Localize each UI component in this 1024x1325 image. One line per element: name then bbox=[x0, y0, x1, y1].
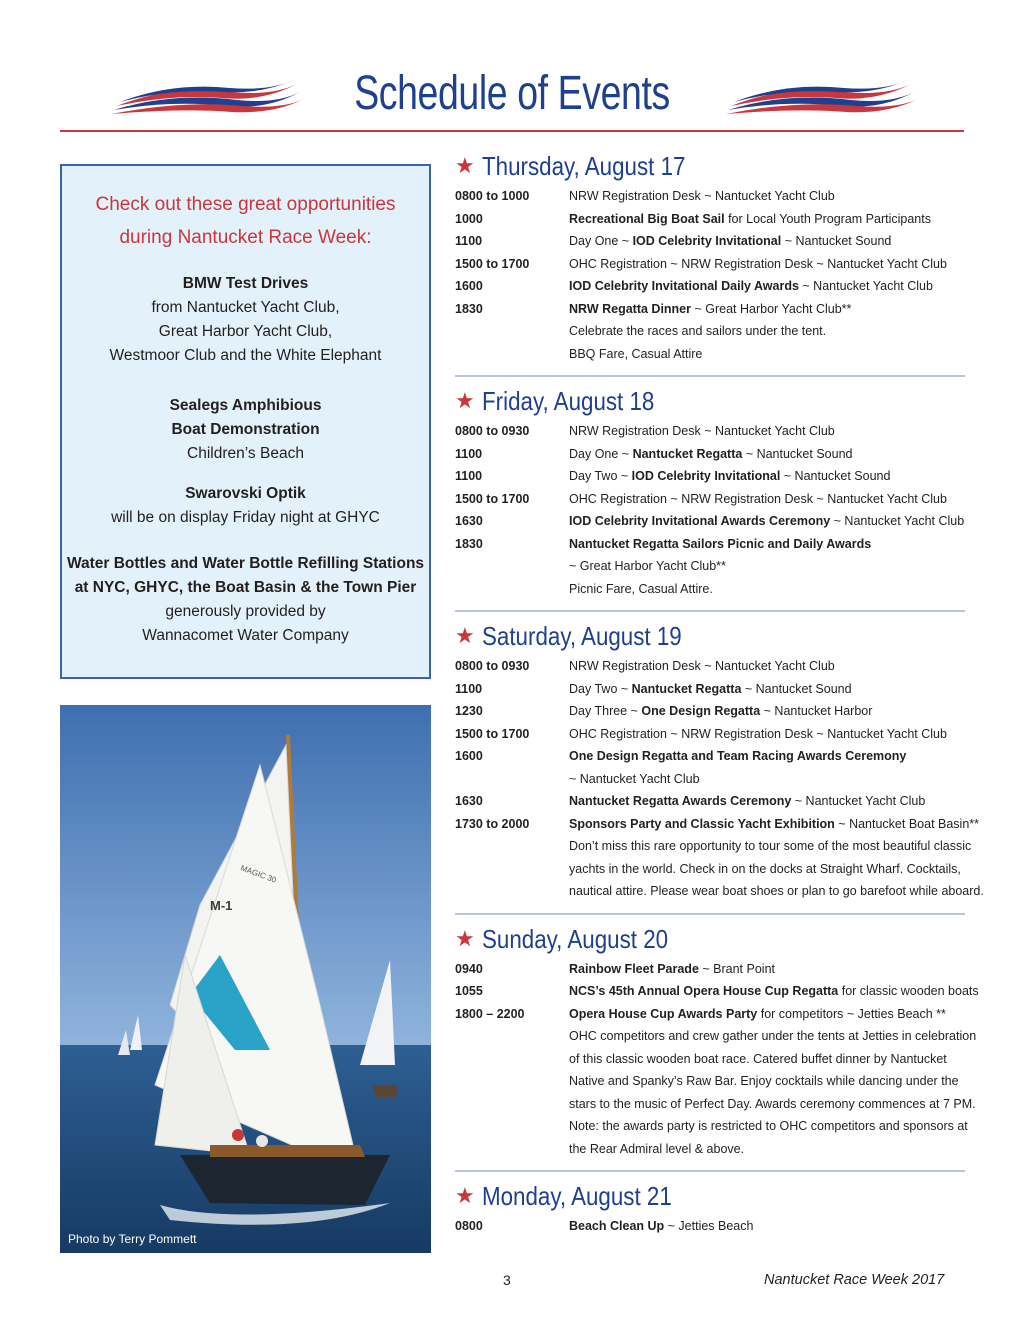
event-name: IOD Celebrity Invitational Awards Ceremony bbox=[569, 514, 831, 528]
day-heading bbox=[455, 620, 965, 652]
event-detail: ~ Nantucket Sound bbox=[781, 234, 892, 248]
event-name: Nantucket Regatta bbox=[632, 446, 743, 461]
event-detail: Day Two ~ bbox=[569, 469, 632, 483]
event-time: 1630 bbox=[455, 514, 483, 528]
event-time bbox=[455, 1093, 569, 1116]
event-time bbox=[455, 768, 569, 791]
sealegs-title: Sealegs Amphibious bbox=[169, 397, 322, 414]
event-detail: Native and Spanky’s Raw Bar. Enjoy cocktails while dancing under the bbox=[569, 1074, 959, 1088]
event-description bbox=[569, 465, 965, 488]
event-row bbox=[455, 510, 965, 533]
event-detail: NRW Registration Desk ~ Nantucket Yacht Club bbox=[569, 189, 835, 203]
event-description bbox=[569, 443, 965, 466]
event-detail: stars to the music of Perfect Day. Awards ceremony commences at 7 PM. bbox=[569, 1096, 976, 1111]
event-row bbox=[455, 230, 965, 253]
event-detail: OHC Registration ~ NRW Registration Desk ~ Nantucket Yacht Club bbox=[569, 491, 947, 506]
swarovski-title: Swarovski Optik bbox=[185, 485, 306, 502]
day-heading bbox=[455, 385, 965, 417]
event-name: Nantucket Regatta Sailors Picnic and Daily Awards bbox=[569, 536, 872, 551]
wave-flag-right-icon bbox=[726, 76, 916, 116]
event-time: 1100 bbox=[455, 681, 483, 696]
water-title: Water Bottles and Water Bottle Refilling Stations bbox=[66, 555, 425, 572]
event-description bbox=[569, 958, 965, 981]
event-detail: ~ Nantucket Harbor bbox=[760, 704, 873, 718]
event-detail: OHC competitors and crew gather under the tents at Jetties in celebration bbox=[569, 1029, 977, 1043]
photo-credit: Photo by Terry Pommett bbox=[68, 1232, 197, 1246]
day-title: Thursday, August 17 bbox=[482, 151, 686, 181]
event-time: 1730 to 2000 bbox=[455, 816, 530, 831]
event-row bbox=[455, 768, 965, 791]
event-description bbox=[569, 208, 965, 231]
event-time: 1100 bbox=[455, 234, 483, 248]
event-description bbox=[569, 1115, 968, 1138]
day-divider bbox=[455, 913, 965, 915]
event-time bbox=[455, 1025, 569, 1048]
swarovski-block bbox=[62, 482, 429, 530]
event-row bbox=[455, 320, 965, 343]
event-row bbox=[455, 700, 965, 723]
event-row bbox=[455, 275, 965, 298]
event-description bbox=[569, 1138, 965, 1161]
event-description bbox=[569, 320, 965, 343]
promo-heading-line2: during Nantucket Race Week: bbox=[119, 227, 372, 248]
event-row bbox=[455, 723, 965, 746]
event-name: One Design Regatta bbox=[641, 704, 761, 718]
event-name: Nantucket Regatta Awards Ceremony bbox=[569, 794, 792, 808]
water-line: generously provided by bbox=[165, 603, 326, 620]
event-detail: OHC Registration ~ NRW Registration Desk ~ Nantucket Yacht Club bbox=[569, 256, 947, 271]
event-time: 0800 to 0930 bbox=[455, 424, 530, 438]
star-icon: ★ bbox=[455, 153, 475, 178]
event-description bbox=[569, 655, 965, 678]
event-time: 1230 bbox=[455, 704, 483, 718]
event-description bbox=[569, 1003, 965, 1026]
star-icon: ★ bbox=[455, 1183, 475, 1208]
event-time: 1830 bbox=[455, 536, 483, 551]
day-title: Monday, August 21 bbox=[482, 1181, 672, 1211]
event-description bbox=[569, 1093, 976, 1116]
event-row bbox=[455, 1138, 965, 1161]
event-time bbox=[455, 1070, 569, 1093]
event-time: 1500 to 1700 bbox=[455, 726, 530, 741]
event-detail: nautical attire. Please wear boat shoes or plan to go barefoot while aboard. bbox=[569, 884, 984, 898]
event-detail: Picnic Fare, Casual Attire. bbox=[569, 581, 713, 596]
event-detail: ~ Great Harbor Yacht Club** bbox=[569, 559, 726, 573]
event-detail: the Rear Admiral level & above. bbox=[569, 1141, 745, 1156]
bmw-block bbox=[62, 272, 429, 368]
event-detail: yachts in the world. Check in on the docks at Straight Wharf. Cocktails, bbox=[569, 861, 961, 876]
event-row bbox=[455, 980, 979, 1003]
day-title: Sunday, August 20 bbox=[482, 923, 669, 954]
event-row bbox=[455, 443, 965, 466]
event-row bbox=[455, 678, 965, 701]
event-description bbox=[569, 858, 965, 881]
event-description bbox=[569, 510, 965, 533]
event-detail: NRW Registration Desk ~ Nantucket Yacht Club bbox=[569, 424, 835, 438]
event-time: 1100 bbox=[455, 469, 483, 483]
event-row bbox=[455, 533, 965, 556]
sailboat-photo bbox=[60, 705, 431, 1253]
star-icon: ★ bbox=[455, 925, 475, 951]
event-detail: ~ Great Harbor Yacht Club** bbox=[691, 301, 852, 316]
event-row bbox=[455, 745, 965, 768]
event-time bbox=[455, 578, 569, 601]
event-description bbox=[569, 533, 965, 556]
event-time: 0800 to 1000 bbox=[455, 189, 530, 203]
star-icon: ★ bbox=[455, 388, 475, 413]
event-description bbox=[569, 813, 979, 836]
event-detail: for classic wooden boats bbox=[838, 984, 979, 998]
bmw-title: BMW Test Drives bbox=[182, 275, 309, 292]
event-detail: ~ Jetties Beach bbox=[664, 1219, 754, 1233]
event-description bbox=[569, 723, 965, 746]
day-heading bbox=[455, 150, 965, 182]
event-detail: ~ Nantucket Sound bbox=[780, 469, 891, 483]
day-title: Friday, August 18 bbox=[482, 386, 655, 416]
event-detail: Day Three ~ bbox=[569, 704, 642, 718]
event-row bbox=[455, 813, 980, 836]
event-time: 1100 bbox=[455, 446, 483, 461]
event-description bbox=[569, 555, 965, 578]
event-description bbox=[569, 298, 965, 321]
event-detail: for competitors ~ Jetties Beach ** bbox=[757, 1006, 946, 1021]
event-description bbox=[569, 420, 965, 443]
event-list bbox=[455, 420, 965, 600]
event-time: 0800 to 0930 bbox=[455, 659, 530, 673]
event-description bbox=[569, 1070, 965, 1093]
event-time bbox=[455, 835, 569, 858]
page-number: 3 bbox=[503, 1272, 511, 1288]
event-list bbox=[455, 958, 979, 1161]
event-description bbox=[569, 745, 965, 768]
event-description bbox=[569, 768, 965, 791]
event-row bbox=[455, 790, 965, 813]
event-description bbox=[569, 1048, 965, 1071]
event-name: Beach Clean Up bbox=[569, 1219, 665, 1233]
event-detail: ~ Nantucket Yacht Club bbox=[569, 771, 700, 786]
event-row bbox=[455, 185, 965, 208]
event-time: 0940 bbox=[455, 961, 483, 976]
event-name: Sponsors Party and Classic Yacht Exhibition bbox=[569, 816, 835, 831]
event-name: Recreational Big Boat Sail bbox=[569, 211, 725, 226]
promo-heading-line1: Check out these great opportunities bbox=[95, 194, 396, 215]
event-detail: of this classic wooden boat race. Catered buffet dinner by Nantucket bbox=[569, 1051, 947, 1066]
event-name: IOD Celebrity Invitational Daily Awards bbox=[569, 279, 799, 293]
event-detail: Day One ~ bbox=[569, 234, 633, 248]
event-row bbox=[455, 1048, 965, 1071]
event-detail: Day One ~ bbox=[569, 446, 633, 461]
event-row bbox=[455, 488, 965, 511]
water-title: at NYC, GHYC, the Boat Basin & the Town Pier bbox=[74, 579, 417, 596]
event-description bbox=[569, 980, 979, 1003]
event-list bbox=[455, 185, 965, 365]
event-row bbox=[455, 1070, 965, 1093]
event-row bbox=[455, 208, 965, 231]
event-description bbox=[569, 253, 965, 276]
event-row bbox=[455, 958, 965, 981]
event-row bbox=[455, 465, 965, 488]
bmw-line: Great Harbor Yacht Club, bbox=[158, 323, 333, 340]
event-time bbox=[455, 343, 569, 366]
event-name: One Design Regatta and Team Racing Awards Ceremony bbox=[569, 749, 907, 763]
event-description bbox=[569, 343, 965, 366]
event-time bbox=[455, 880, 569, 903]
event-name: Nantucket Regatta bbox=[631, 681, 742, 696]
day-title: Saturday, August 19 bbox=[482, 621, 682, 651]
event-row bbox=[455, 1093, 976, 1116]
event-description bbox=[569, 678, 965, 701]
bmw-line: from Nantucket Yacht Club, bbox=[151, 299, 340, 316]
day-divider bbox=[455, 1170, 965, 1172]
event-row bbox=[455, 555, 965, 578]
event-description bbox=[569, 230, 965, 253]
event-time: 1600 bbox=[455, 279, 483, 293]
header-divider bbox=[60, 130, 964, 132]
event-description bbox=[569, 578, 965, 601]
event-detail: Don’t miss this rare opportunity to tour some of the most beautiful classic bbox=[569, 839, 972, 853]
event-description bbox=[569, 880, 984, 903]
event-description bbox=[569, 790, 965, 813]
event-time bbox=[455, 1115, 569, 1138]
sealegs-title: Boat Demonstration bbox=[171, 421, 320, 438]
event-row bbox=[455, 343, 965, 366]
event-time: 1630 bbox=[455, 794, 483, 808]
event-time: 1500 to 1700 bbox=[455, 256, 530, 271]
page-title: Schedule of Events bbox=[354, 67, 670, 120]
event-detail: for Local Youth Program Participants bbox=[724, 211, 931, 226]
event-name: IOD Celebrity Invitational bbox=[632, 234, 782, 248]
event-detail: ~ Nantucket Yacht Club bbox=[830, 514, 965, 528]
publication-title: Nantucket Race Week 2017 bbox=[764, 1272, 945, 1288]
event-description bbox=[569, 1025, 976, 1048]
event-row bbox=[455, 1003, 965, 1026]
event-row bbox=[455, 655, 965, 678]
water-line: Wannacomet Water Company bbox=[142, 627, 349, 644]
sail-logo-text: MAGIC 30 bbox=[239, 863, 278, 885]
schedule-column bbox=[455, 150, 984, 1238]
event-name: Opera House Cup Awards Party bbox=[569, 1006, 758, 1021]
day-divider bbox=[455, 610, 965, 612]
event-detail: Celebrate the races and sailors under the tent. bbox=[569, 324, 827, 338]
event-row bbox=[455, 578, 965, 601]
event-time: 0800 bbox=[455, 1219, 483, 1233]
water-block bbox=[62, 552, 429, 648]
event-name: NCS’s 45th Annual Opera House Cup Regatta bbox=[569, 984, 839, 998]
event-detail: ~ Nantucket Yacht Club bbox=[791, 794, 926, 808]
event-time: 1830 bbox=[455, 301, 483, 316]
event-row bbox=[455, 858, 965, 881]
sail-number-text: M-1 bbox=[210, 898, 233, 913]
event-row bbox=[455, 1215, 965, 1238]
event-detail: ~ Nantucket Boat Basin** bbox=[834, 816, 980, 831]
event-description bbox=[569, 488, 965, 511]
swarovski-line: will be on display Friday night at GHYC bbox=[111, 509, 380, 526]
event-list bbox=[455, 655, 984, 903]
event-detail: ~ Nantucket Sound bbox=[741, 681, 852, 696]
event-detail: ~ Brant Point bbox=[698, 961, 775, 976]
event-name: NRW Regatta Dinner bbox=[569, 301, 692, 316]
sealegs-block bbox=[62, 394, 429, 466]
event-detail: ~ Nantucket Sound bbox=[742, 446, 853, 461]
event-detail: Note: the awards party is restricted to OHC competitors and sponsors at bbox=[569, 1119, 968, 1133]
event-row bbox=[455, 835, 972, 858]
opportunities-box bbox=[60, 164, 431, 679]
event-description bbox=[569, 1215, 965, 1238]
event-name: IOD Celebrity Invitational bbox=[631, 469, 781, 483]
event-row bbox=[455, 420, 965, 443]
event-time bbox=[455, 858, 569, 881]
event-description bbox=[569, 275, 965, 298]
event-detail: ~ Nantucket Yacht Club bbox=[798, 279, 933, 293]
event-time bbox=[455, 1138, 569, 1161]
sailboat-illustration bbox=[60, 705, 431, 1253]
event-time bbox=[455, 320, 569, 343]
star-icon: ★ bbox=[455, 623, 475, 648]
event-list bbox=[455, 1215, 965, 1238]
event-time: 1055 bbox=[455, 984, 483, 998]
event-description bbox=[569, 835, 971, 858]
event-row bbox=[455, 1115, 968, 1138]
event-time: 1800 – 2200 bbox=[455, 1006, 525, 1021]
event-time bbox=[455, 1048, 569, 1071]
event-detail: OHC Registration ~ NRW Registration Desk ~ Nantucket Yacht Club bbox=[569, 726, 947, 741]
event-time bbox=[455, 555, 569, 578]
bmw-line: Westmoor Club and the White Elephant bbox=[109, 347, 382, 364]
day-heading bbox=[455, 923, 965, 955]
sealegs-line: Children’s Beach bbox=[187, 445, 304, 462]
event-description bbox=[569, 700, 965, 723]
event-name: Rainbow Fleet Parade bbox=[569, 961, 699, 976]
event-detail: BBQ Fare, Casual Attire bbox=[569, 346, 703, 361]
event-detail: NRW Registration Desk ~ Nantucket Yacht Club bbox=[569, 659, 835, 673]
promo-heading bbox=[62, 188, 429, 254]
event-description bbox=[569, 185, 965, 208]
event-row bbox=[455, 298, 965, 321]
day-heading bbox=[455, 1180, 965, 1212]
event-time: 1000 bbox=[455, 211, 483, 226]
event-row bbox=[455, 1025, 977, 1048]
event-row bbox=[455, 880, 984, 903]
event-detail: Day Two ~ bbox=[569, 681, 632, 696]
event-time: 1500 to 1700 bbox=[455, 491, 530, 506]
event-row bbox=[455, 253, 965, 276]
day-divider bbox=[455, 375, 965, 377]
event-time: 1600 bbox=[455, 749, 483, 763]
